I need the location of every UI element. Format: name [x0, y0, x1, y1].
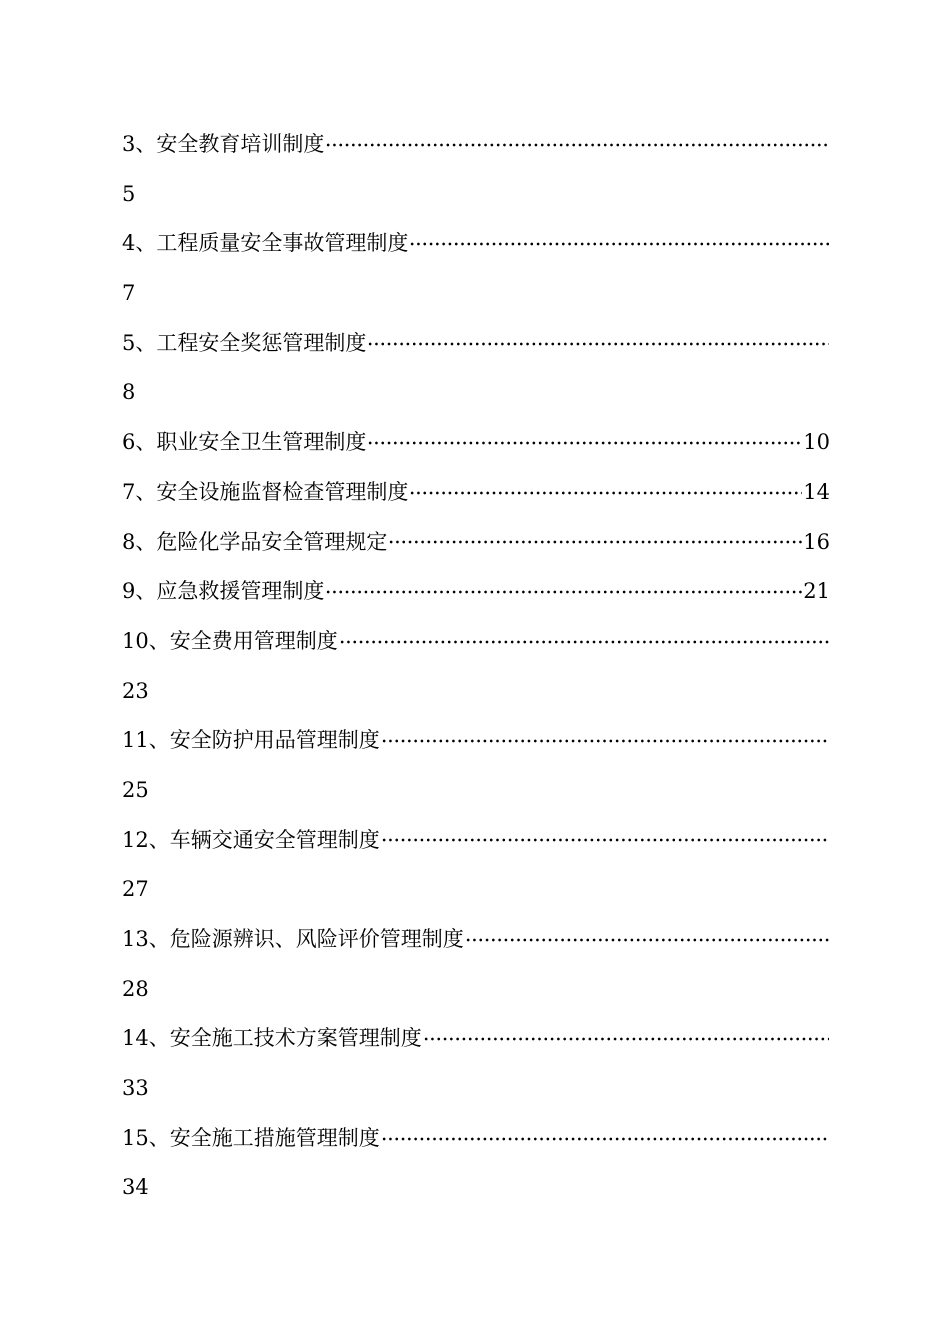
- toc-entry-title: 11、安全防护用品管理制度: [122, 728, 380, 753]
- toc-entry-title: 8、危险化学品安全管理规定: [122, 529, 388, 554]
- toc-dot-leader: [381, 1136, 829, 1142]
- toc-entry-title: 5、工程安全奖惩管理制度: [122, 330, 367, 355]
- toc-dot-leader: [465, 937, 829, 943]
- toc-entry-title: 14、安全施工技术方案管理制度: [122, 1026, 422, 1051]
- toc-entry-title: 13、危险源辨识、风险评价管理制度: [122, 927, 464, 951]
- toc-entry-title: 15、安全施工措施管理制度: [122, 1125, 380, 1150]
- toc-dot-leader: [388, 539, 802, 545]
- toc-entry-page-number: 14: [803, 479, 830, 504]
- toc-dot-leader: [409, 490, 802, 496]
- table-of-contents: [122, 120, 830, 1213]
- toc-entry-page-number: 10: [803, 430, 830, 455]
- toc-dot-leader: [381, 837, 829, 843]
- toc-entry-page-number: 16: [803, 529, 830, 554]
- toc-entry-page-number: 34: [122, 1175, 149, 1200]
- toc-entry: [122, 120, 830, 170]
- toc-entry-page-number: 23: [122, 678, 149, 703]
- toc-entry-title: 3、安全教育培训制度: [122, 132, 325, 156]
- toc-dot-leader: [409, 241, 829, 247]
- toc-entry-page-number: 33: [122, 1076, 149, 1101]
- toc-entry: [122, 617, 830, 667]
- toc-entry: [122, 418, 830, 468]
- toc-entry: [122, 816, 830, 866]
- toc-entry: [122, 219, 830, 269]
- toc-dot-leader: [325, 589, 802, 595]
- toc-dot-leader: [367, 341, 829, 347]
- toc-entry: [122, 468, 830, 518]
- toc-entry: [122, 1114, 830, 1164]
- toc-entry-page-number: 8: [122, 380, 136, 405]
- toc-dot-leader: [381, 738, 829, 744]
- toc-entry-page-number: 25: [122, 777, 149, 802]
- toc-entry: [122, 567, 830, 617]
- toc-dot-leader: [325, 142, 829, 148]
- toc-entry: [122, 716, 830, 766]
- toc-entry: [122, 518, 830, 568]
- toc-dot-leader: [339, 639, 829, 645]
- toc-dot-leader: [367, 440, 802, 446]
- toc-entry: [122, 319, 830, 369]
- toc-dot-leader: [423, 1036, 829, 1042]
- toc-entry-page-number: 5: [122, 181, 136, 206]
- toc-entry-page-number: 21: [803, 579, 830, 604]
- toc-entry-title: 6、职业安全卫生管理制度: [122, 430, 367, 455]
- toc-entry: [122, 1014, 830, 1064]
- toc-entry-title: 7、安全设施监督检查管理制度: [122, 479, 409, 504]
- toc-entry-page-number: 28: [122, 976, 149, 1001]
- toc-entry-page-number: 27: [122, 877, 149, 902]
- toc-entry-title: 12、车辆交通安全管理制度: [122, 827, 380, 852]
- toc-entry: [122, 915, 830, 965]
- toc-entry-title: 9、应急救援管理制度: [122, 579, 325, 604]
- toc-entry-title: 10、安全费用管理制度: [122, 628, 338, 653]
- toc-entry-page-number: 7: [122, 281, 136, 306]
- toc-entry-title: 4、工程质量安全事故管理制度: [122, 231, 409, 256]
